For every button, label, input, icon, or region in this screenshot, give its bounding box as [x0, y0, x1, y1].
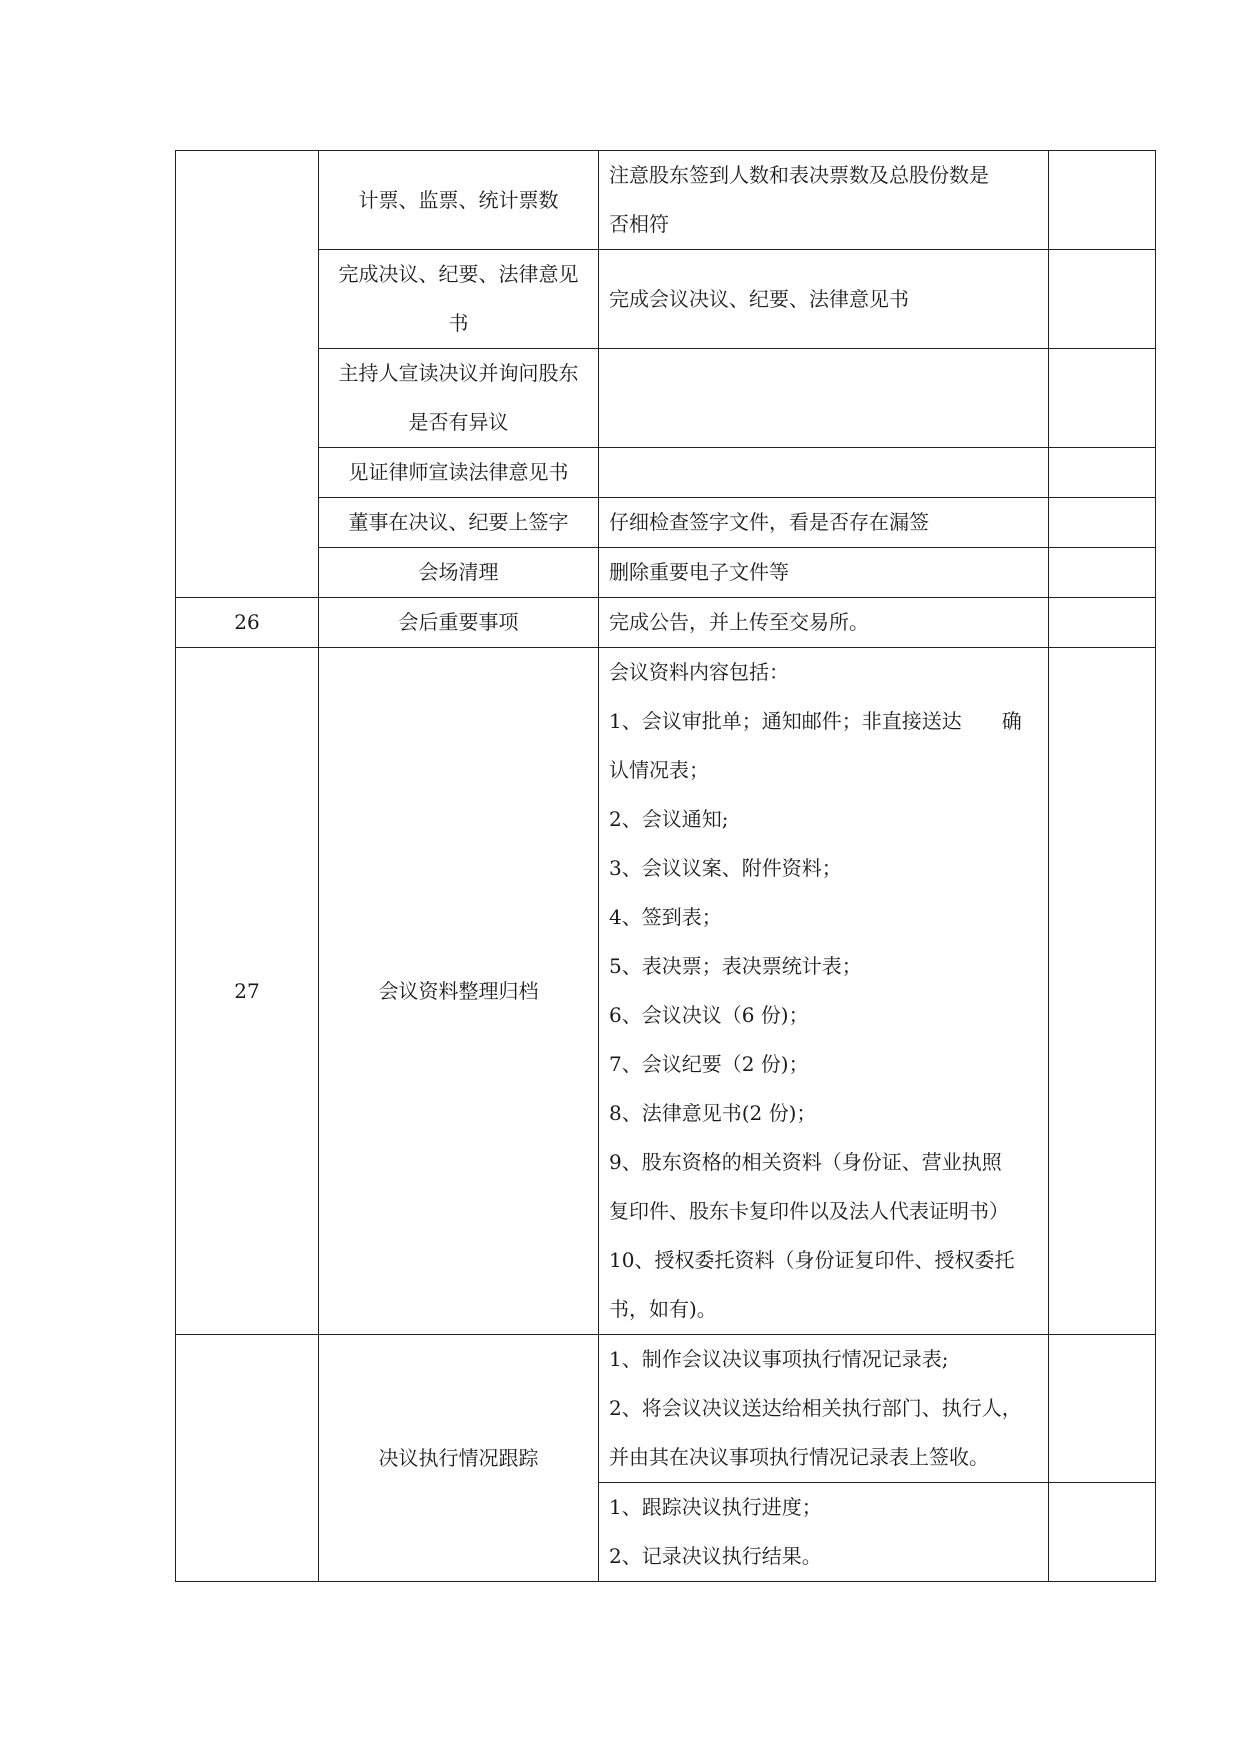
- item-cell: 会场清理: [319, 548, 599, 598]
- item-cell: 董事在决议、纪要上签字: [319, 498, 599, 548]
- remark-cell: [1049, 448, 1156, 498]
- table-row: [176, 1335, 1156, 1483]
- item-cell: 完成决议、纪要、法律意见书: [319, 250, 599, 349]
- table-row: [176, 151, 1156, 250]
- table-row: [176, 548, 1156, 598]
- item-cell: 会后重要事项: [319, 598, 599, 648]
- remark-cell: [1049, 349, 1156, 448]
- remark-cell: [1049, 151, 1156, 250]
- item-number-cell: [176, 1335, 319, 1582]
- note-cell: [599, 448, 1049, 498]
- item-number-cell: 27: [176, 648, 319, 1335]
- note-cell: 仔细检查签字文件，看是否存在漏签: [599, 498, 1049, 548]
- table-row: [176, 498, 1156, 548]
- item-cell: 主持人宣读决议并询问股东是否有异议: [319, 349, 599, 448]
- table-row: [176, 448, 1156, 498]
- table-row: [176, 648, 1156, 1335]
- note-cell: 完成会议决议、纪要、法律意见书: [599, 250, 1049, 349]
- remark-cell: [1049, 598, 1156, 648]
- item-cell: 决议执行情况跟踪: [319, 1335, 599, 1582]
- remark-cell: [1049, 250, 1156, 349]
- document-table: [175, 150, 1156, 1582]
- note-cell: [599, 349, 1049, 448]
- item-number-cell: 26: [176, 598, 319, 648]
- remark-cell: [1049, 498, 1156, 548]
- note-cell: 注意股东签到人数和表决票数及总股份数是 否相符: [599, 151, 1049, 250]
- item-number-cell: [176, 151, 319, 598]
- remark-cell: [1049, 548, 1156, 598]
- note-cell: 1、跟踪决议执行进度； 2、记录决议执行结果。: [599, 1483, 1049, 1582]
- note-cell: 完成公告，并上传至交易所。: [599, 598, 1049, 648]
- note-cell: 会议资料内容包括： 1、会议审批单；通知邮件；非直接送达 确 认情况表； 2、会议通知; 3、会议议案、附件资料； 4、签到表； 5、表决票；表决票统计表； 6、会议决议（6 份)； 7、会议纪要（2 份)； 8、法律意见书(2 份)； 9、股东资格的相关资料（身份证、营业执照 复印件、股东卡复印件以及法人代表证明书） 10、授权委托资料（身份证复印件、授权委托 书，如有)。: [599, 648, 1049, 1335]
- note-cell: 删除重要电子文件等: [599, 548, 1049, 598]
- table-row: [176, 250, 1156, 349]
- remark-cell: [1049, 1483, 1156, 1582]
- table-row: [176, 598, 1156, 648]
- remark-cell: [1049, 1335, 1156, 1483]
- table-row: [176, 349, 1156, 448]
- item-cell: 见证律师宣读法律意见书: [319, 448, 599, 498]
- note-cell: 1、制作会议决议事项执行情况记录表; 2、将会议决议送达给相关执行部门、执行人， 并由其在决议事项执行情况记录表上签收。: [599, 1335, 1049, 1483]
- item-cell: 计票、监票、统计票数: [319, 151, 599, 250]
- remark-cell: [1049, 648, 1156, 1335]
- item-cell: 会议资料整理归档: [319, 648, 599, 1335]
